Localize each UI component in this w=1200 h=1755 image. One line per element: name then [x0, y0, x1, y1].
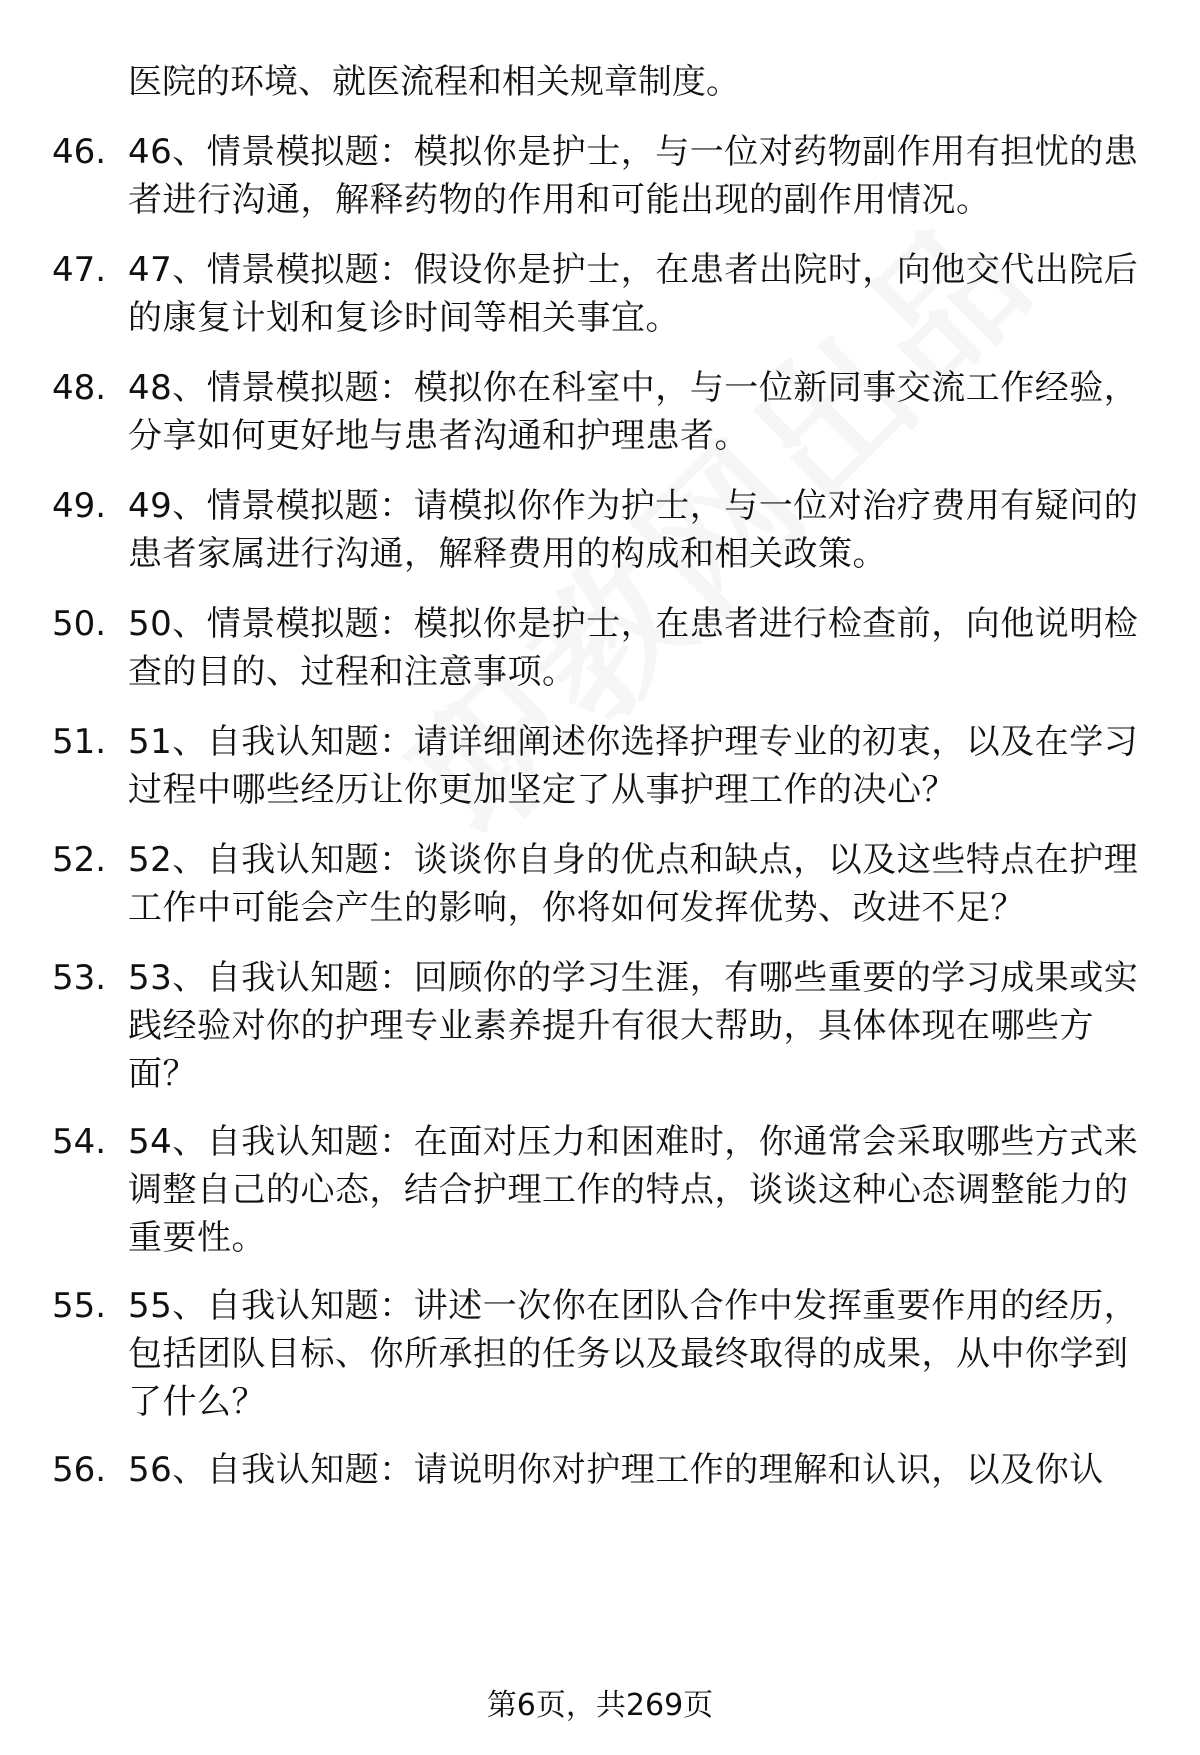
item-number: 47.	[52, 250, 107, 290]
item-text: 51、自我认知题：请详细阐述你选择护理专业的初衷，以及在学习过程中哪些经历让你更加坚定了从事护理工作的决心？	[128, 722, 1139, 810]
item-number: 50.	[52, 604, 107, 644]
item-number: 51.	[52, 722, 107, 762]
item-number: 52.	[52, 840, 107, 880]
item-number: 53.	[52, 958, 107, 998]
item-text: 49、情景模拟题：请模拟你作为护士，与一位对治疗费用有疑问的患者家属进行沟通，解释费用的构成和相关政策。	[128, 486, 1139, 574]
item-text: 54、自我认知题：在面对压力和困难时，你通常会采取哪些方式来调整自己的心态，结合护理工作的特点，谈谈这种心态调整能力的重要性。	[128, 1122, 1139, 1258]
item-number: 54.	[52, 1122, 107, 1162]
item-text: 47、情景模拟题：假设你是护士，在患者出院时，向他交代出院后的康复计划和复诊时间等相关事宜。	[128, 250, 1139, 338]
item-text: 52、自我认知题：谈谈你自身的优点和缺点，以及这些特点在护理工作中可能会产生的影响，你将如何发挥优势、改进不足？	[128, 840, 1139, 928]
item-text: 46、情景模拟题：模拟你是护士，与一位对药物副作用有担忧的患者进行沟通，解释药物的作用和可能出现的副作用情况。	[128, 132, 1139, 220]
page-footer: 第6页，共269页	[486, 1688, 714, 1723]
item-number: 46.	[52, 132, 107, 172]
item-number: 48.	[52, 368, 107, 408]
item-text: 50、情景模拟题：模拟你是护士，在患者进行检查前，向他说明检查的目的、过程和注意事项。	[128, 604, 1139, 692]
item-number: 49.	[52, 486, 107, 526]
item-number: 56.	[52, 1450, 107, 1490]
item-number: 55.	[52, 1286, 107, 1326]
item-text: 53、自我认知题：回顾你的学习生涯，有哪些重要的学习成果或实践经验对你的护理专业素养提升有很大帮助，具体体现在哪些方面？	[128, 958, 1139, 1094]
continuation-text: 医院的环境、就医流程和相关规章制度。	[128, 62, 740, 102]
item-text: 55、自我认知题：讲述一次你在团队合作中发挥重要作用的经历，包括团队目标、你所承担的任务以及最终取得的成果，从中你学到了什么？	[128, 1286, 1139, 1422]
item-text: 48、情景模拟题：模拟你在科室中，与一位新同事交流工作经验，分享如何更好地与患者沟通和护理患者。	[128, 368, 1139, 456]
item-text: 56、自我认知题：请说明你对护理工作的理解和认识，以及你认	[128, 1450, 1104, 1490]
